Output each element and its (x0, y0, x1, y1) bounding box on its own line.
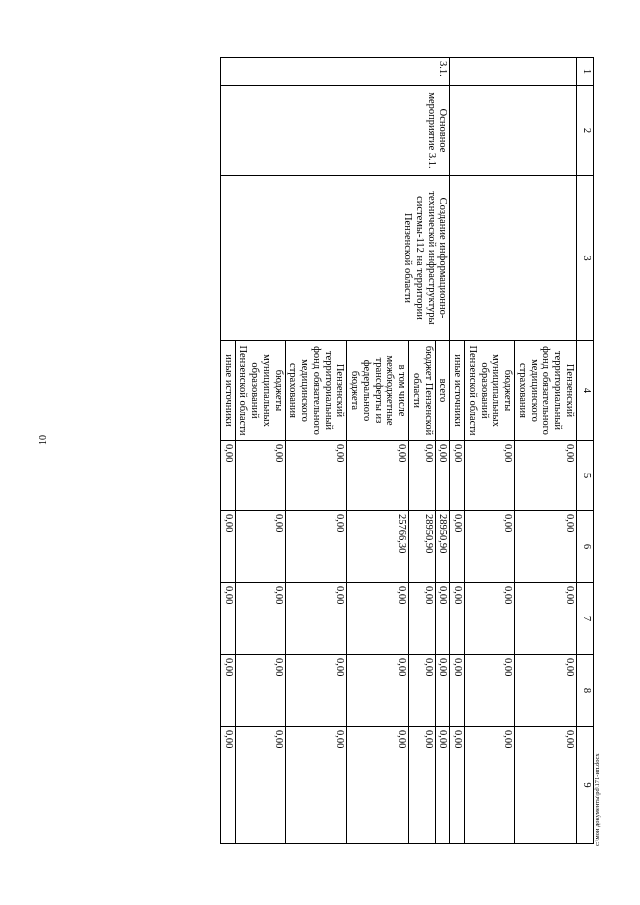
value-cell: 0,00 (235, 655, 285, 727)
value-cell: 25766,30 (347, 511, 409, 583)
value-cell: 0,00 (221, 583, 236, 655)
value-cell: 0,00 (465, 511, 515, 583)
col-header: 3 (577, 176, 594, 341)
col-header: 4 (577, 341, 594, 441)
value-cell: 0,00 (285, 511, 347, 583)
value-cell: 0,00 (435, 727, 450, 844)
value-cell: 0,00 (409, 583, 436, 655)
col-header: 7 (577, 583, 594, 655)
value-cell: 0,00 (465, 727, 515, 844)
funding-source-cell: бюджет Пензенской области (409, 341, 436, 441)
funding-source-cell: бюджеты муниципальных образований Пензенской области (235, 341, 285, 441)
funding-source-cell: в том числе межбюджетные трансферты из федерального бюджета (347, 341, 409, 441)
col-header: 9 (577, 727, 594, 844)
value-cell: 0,00 (409, 441, 436, 511)
value-cell: 0,00 (465, 583, 515, 655)
value-cell: 0,00 (450, 441, 465, 511)
value-cell: 0,00 (450, 727, 465, 844)
value-cell: 0,00 (285, 727, 347, 844)
value-cell: 0,00 (235, 583, 285, 655)
funding-source-cell: Пензенский территориальный фонд обязательного медицинского страхования (515, 341, 577, 441)
budget-table (220, 57, 594, 844)
value-cell: 0,00 (435, 655, 450, 727)
value-cell: 0,00 (221, 441, 236, 511)
value-cell: 0,00 (347, 583, 409, 655)
activity-type-cell: Основное мероприятие 3.1. (221, 86, 451, 176)
value-cell: 0,00 (347, 441, 409, 511)
table-row (435, 58, 450, 844)
value-cell: 0,00 (285, 655, 347, 727)
value-cell: 0,00 (465, 441, 515, 511)
funding-source-cell: иные источники (450, 341, 465, 441)
value-cell: 0,00 (435, 441, 450, 511)
value-cell: 0,00 (515, 727, 577, 844)
value-cell: 0,00 (285, 441, 347, 511)
header-row (577, 58, 594, 844)
value-cell: 28950,90 (435, 511, 450, 583)
value-cell: 0,00 (409, 727, 436, 844)
value-cell: 0,00 (465, 655, 515, 727)
value-cell: 0,00 (409, 655, 436, 727)
value-cell: 0,00 (515, 655, 577, 727)
value-cell: 0,00 (285, 583, 347, 655)
value-cell: 0,00 (450, 511, 465, 583)
footer-file-path: c:\мои документы\pd\171-ип.docx (594, 753, 601, 846)
value-cell: 0,00 (235, 727, 285, 844)
funding-source-cell: Пензенский территориальный фонд обязательного медицинского страхования (285, 341, 347, 441)
col-header: 5 (577, 441, 594, 511)
funding-source-cell: бюджеты муниципальных образований Пензенской области (465, 341, 515, 441)
value-cell: 28950,90 (409, 511, 436, 583)
value-cell: 0,00 (347, 727, 409, 844)
value-cell: 0,00 (235, 441, 285, 511)
value-cell: 0,00 (221, 511, 236, 583)
value-cell: 0,00 (435, 583, 450, 655)
value-cell: 0,00 (515, 583, 577, 655)
funding-source-cell: иные источники (221, 341, 236, 441)
funding-source-cell: всего (435, 341, 450, 441)
row-number-cell: 3.1. (221, 58, 451, 86)
page-number: 10 (38, 435, 49, 445)
value-cell: 0,00 (221, 727, 236, 844)
col-header: 6 (577, 511, 594, 583)
activity-name-cell (450, 176, 577, 341)
value-cell: 0,00 (347, 655, 409, 727)
table-row (515, 58, 577, 844)
col-header: 8 (577, 655, 594, 727)
activity-type-cell (450, 86, 577, 176)
activity-name-cell: Создание информационно-технической инфраструктуры системы-112 на территории Пензенской области (221, 176, 451, 341)
value-cell: 0,00 (221, 655, 236, 727)
value-cell: 0,00 (515, 441, 577, 511)
col-header: 1 (577, 58, 594, 86)
value-cell: 0,00 (235, 511, 285, 583)
value-cell: 0,00 (450, 583, 465, 655)
col-header: 2 (577, 86, 594, 176)
row-number-cell (450, 58, 577, 86)
value-cell: 0,00 (515, 511, 577, 583)
value-cell: 0,00 (450, 655, 465, 727)
rotated-table-area (74, 57, 594, 843)
